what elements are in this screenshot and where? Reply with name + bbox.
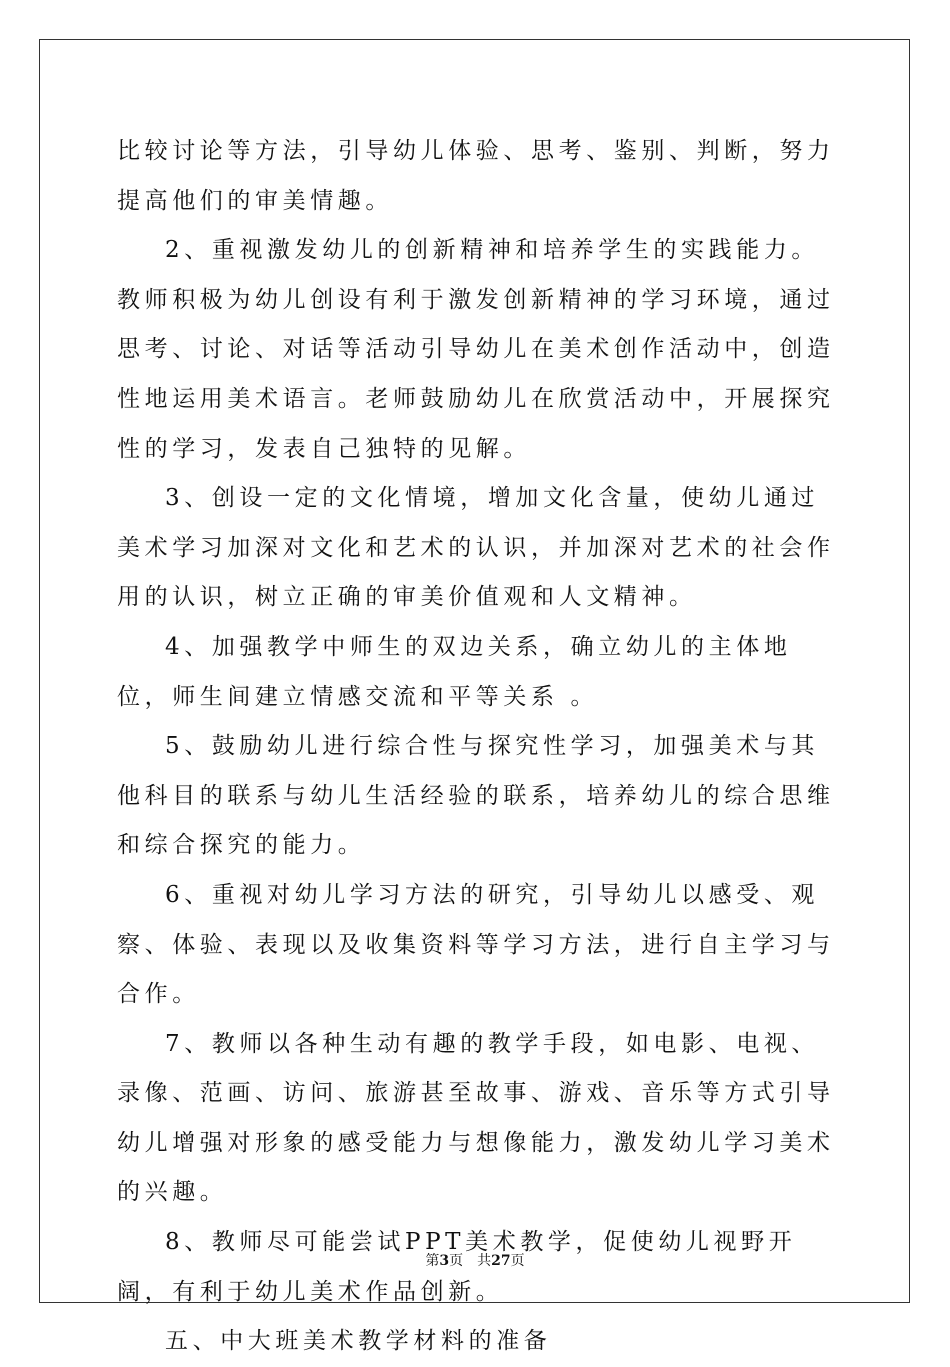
page-prefix: 第	[425, 1253, 440, 1269]
paragraph-item-3: 3、创设一定的文化情境，增加文化含量，使幼儿通过美术学习加深对文化和艺术的认识，并加深对艺术的社会作用的认识，树立正确的审美价值观和人文精神。	[117, 485, 835, 611]
paragraph-item-5: 5、鼓励幼儿进行综合性与探究性学习，加强美术与其他科目的联系与幼儿生活经验的联系，培养幼儿的综合思维和综合探究的能力。	[117, 733, 835, 859]
page-suffix: 页	[449, 1253, 464, 1269]
paragraph-item-7: 7、教师以各种生动有趣的教学手段，如电影、电视、录像、范画、访问、旅游甚至故事、游戏、音乐等方式引导幼儿增强对形象的感受能力与想像能力，激发幼儿学习美术的兴趣。	[117, 1030, 835, 1206]
document-body	[117, 127, 835, 1367]
total-prefix: 共	[477, 1253, 492, 1269]
paragraph-continued: 比较讨论等方法，引导幼儿体验、思考、鉴别、判断，努力提高他们的审美情趣。	[117, 138, 835, 214]
paragraph-item-6: 6、重视对幼儿学习方法的研究，引导幼儿以感受、观察、体验、表现以及收集资料等学习方法，进行自主学习与合作。	[117, 881, 835, 1008]
total-pages: 27	[491, 1253, 511, 1269]
paragraph-item-8: 8、教师尽可能尝试PPT美术教学，促使幼儿视野开阔，有利于幼儿美术作品创新。	[117, 1229, 797, 1305]
page-number: 3	[439, 1253, 450, 1269]
total-suffix: 页	[510, 1253, 525, 1269]
paragraph-item-4: 4、加强教学中师生的双边关系，确立幼儿的主体地位，师生间建立情感交流和平等关系 。	[117, 633, 792, 710]
paragraph-item-2: 2、重视激发幼儿的创新精神和培养学生的实践能力。教师积极为幼儿创设有利于激发创新精神的学习环境，通过思考、讨论、对话等活动引导幼儿在美术创作活动中，创造性地运用美术语言。老师鼓励幼儿在欣赏活动中，开展探究性的学习，发表自己独特的见解。	[117, 237, 835, 462]
section-heading: 五、中大班美术教学材料的准备	[165, 1328, 552, 1355]
page-footer	[0, 1250, 950, 1270]
